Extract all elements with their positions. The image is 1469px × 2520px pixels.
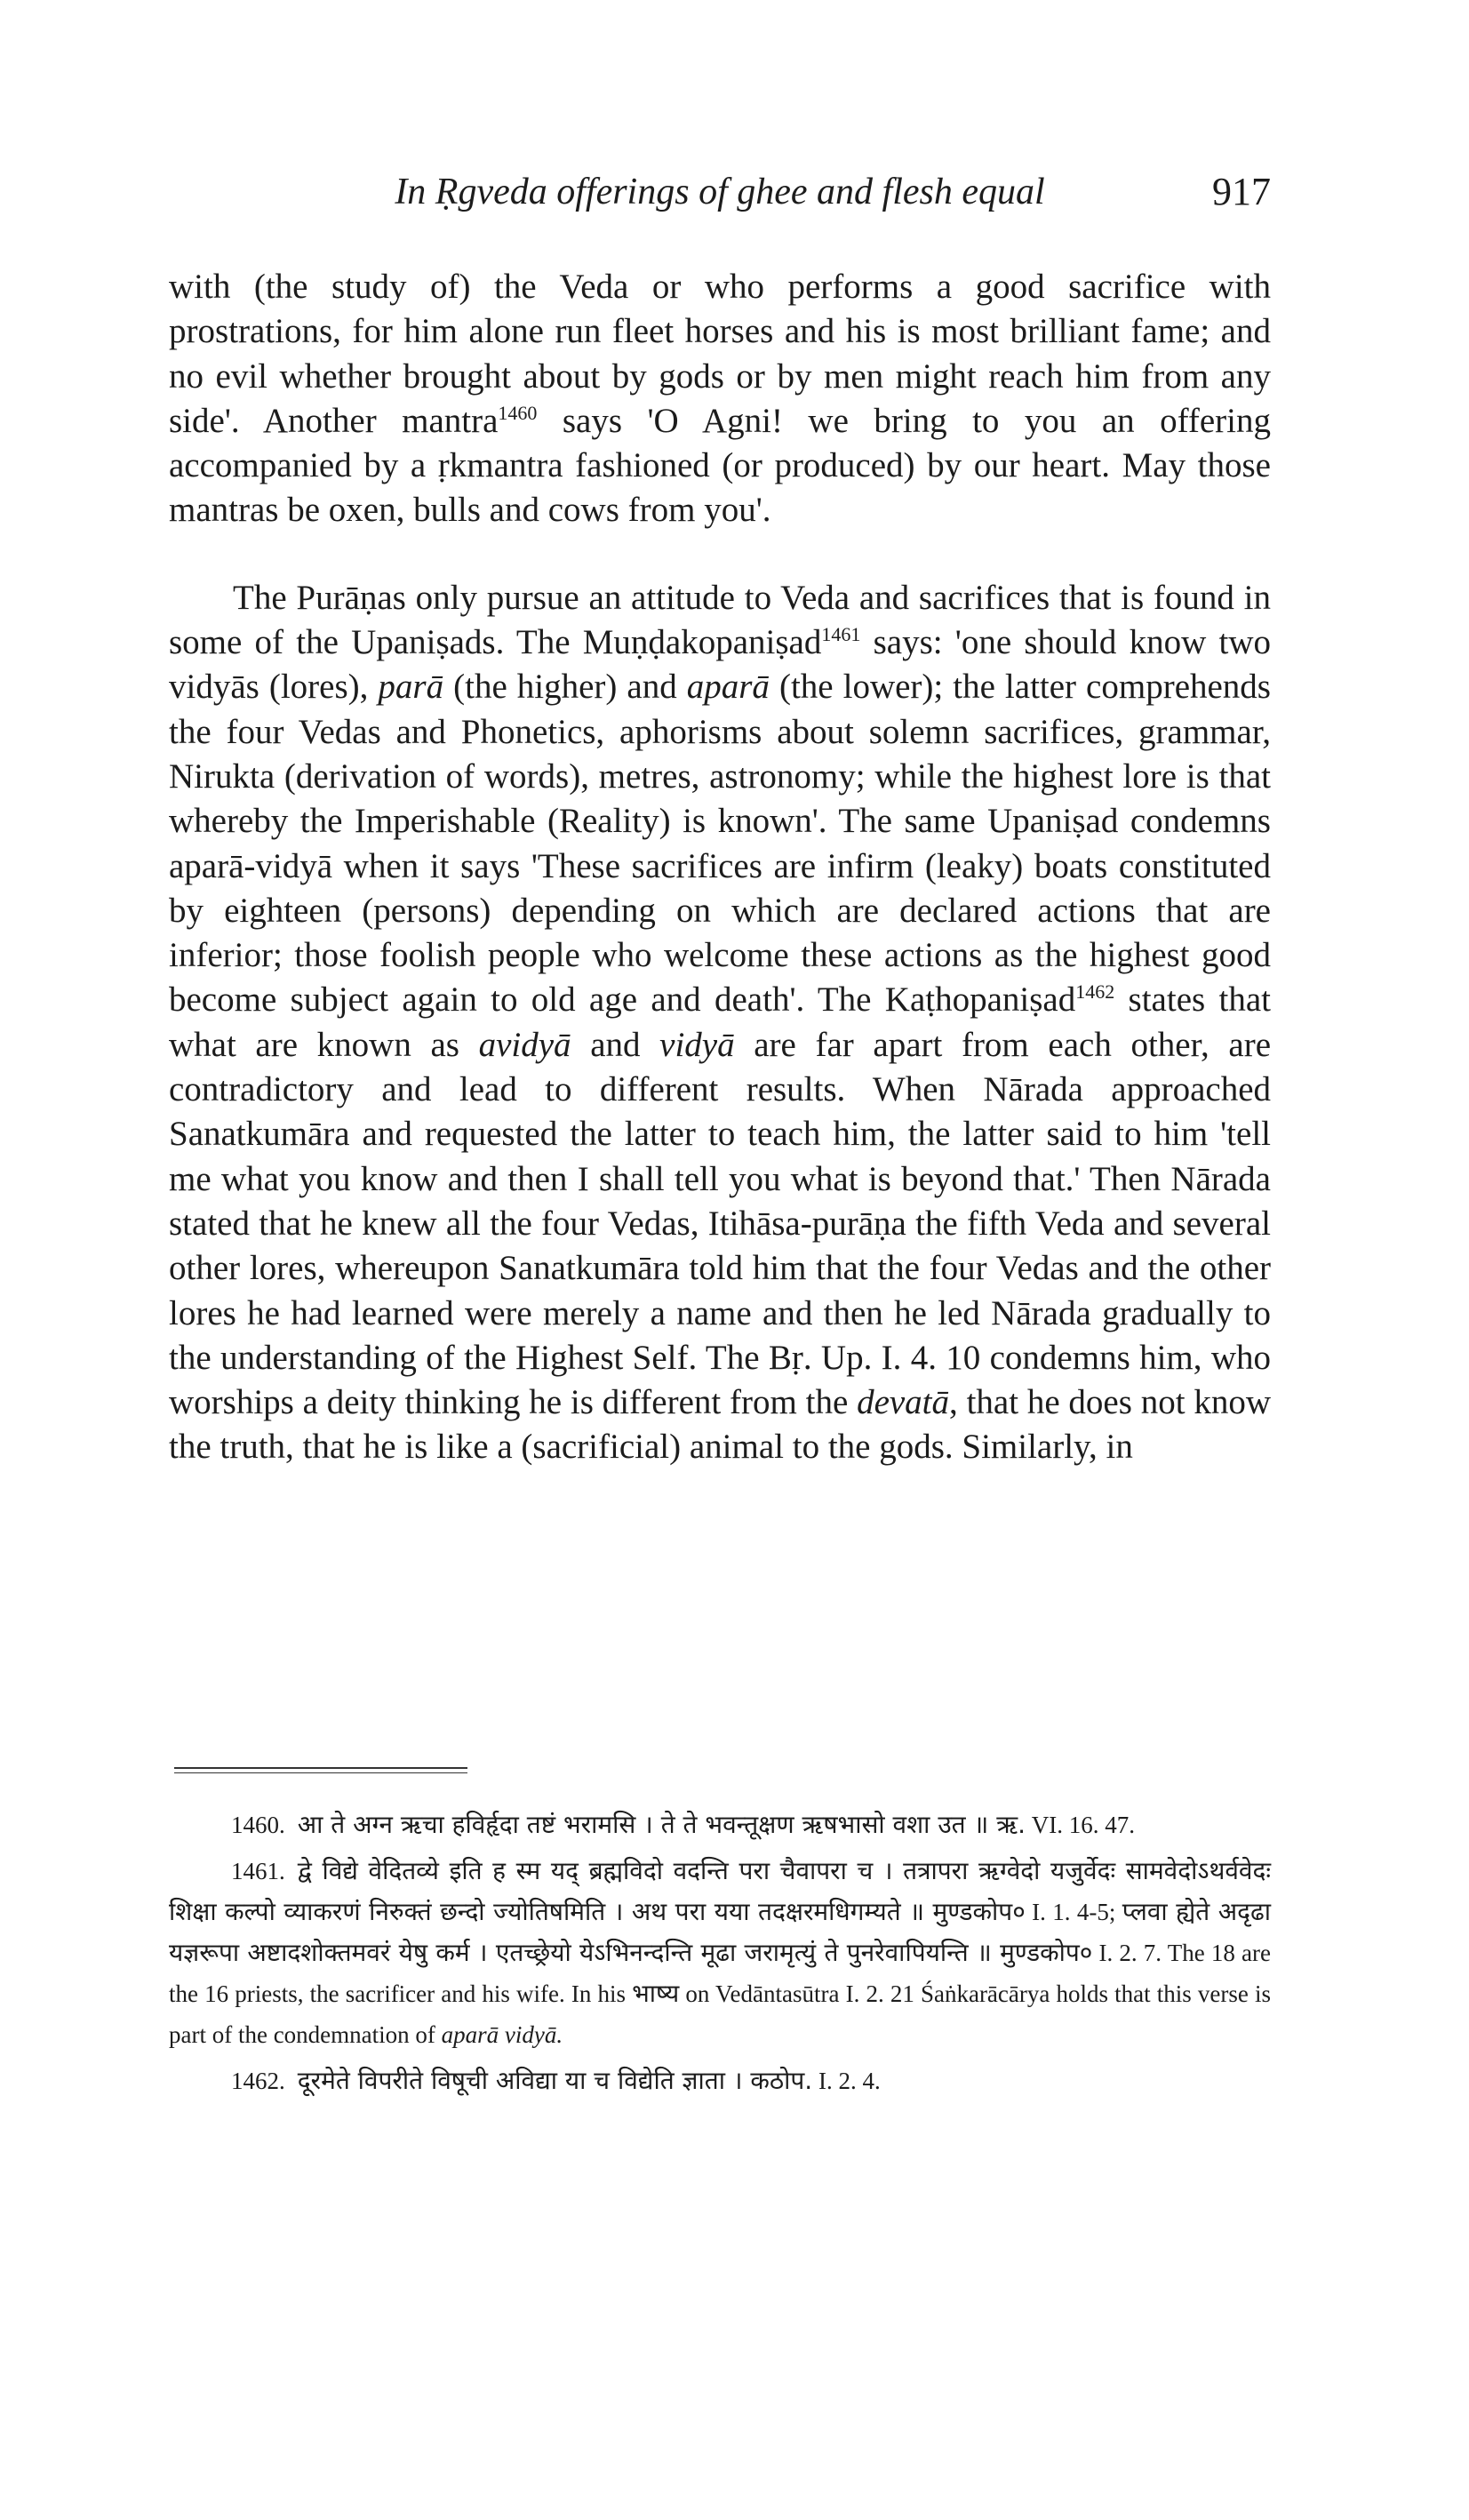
- paragraph: [169, 576, 1271, 1470]
- sanskrit-text: आ ते अग्न ऋचा हविर्हृदा तष्टं भरामसि । ते ते भवन्तूक्षण ऋषभासो वशा उत ॥: [297, 1810, 997, 1839]
- footnote-number: 1461.: [231, 1858, 285, 1884]
- footnotes: [169, 1804, 1271, 2101]
- paragraph: [169, 265, 1271, 533]
- footnote: [169, 1804, 1271, 1845]
- sanskrit-text: द्वे विद्ये वेदितव्ये इति ह स्म यद् ब्रह्मविदो वदन्ति परा चैवापरा च । तत्रापरा ऋग्वेदो यजुर्वेदः सामवेदोऽथर्ववेदः शिक्षा कल्पो व्याकरणं निरुक्तं छन्दो ज्योतिषमिति । अथ परा यया तदक्षरमधिगम्यते ॥ मुण्डकोप०: [169, 1856, 1271, 1926]
- footnote: [169, 1851, 1271, 2055]
- page-number: 917: [1212, 170, 1271, 213]
- text-run: and: [571, 1025, 660, 1064]
- text-run: The Purāṇas only pursue an attitude to Veda and sacrifices that is found in some of the Upaniṣads. The Muṇḍakopaniṣad: [169, 578, 1271, 662]
- footnote-reference: 1460: [498, 401, 538, 424]
- footnote: [169, 2060, 1271, 2101]
- text-run: , that he does not know the truth, that he is like a (sacrificial) animal to the gods. Similarly, in: [169, 1383, 1271, 1467]
- sanskrit-text: ऋ.: [996, 1810, 1026, 1839]
- text-run: I. 1. 4-5;: [1025, 1899, 1122, 1925]
- text-run: are far apart from each other, are contradictory and lead to different results. When Nārada approached Sanatkumāra and requested the latter to teach him, the latter said to him 'tell me what you know and then I shall tell you what is beyond that.' Then Nārada stated that he knew all the four Vedas, Itihāsa-purāṇa the fifth Veda and several other lores, whereupon Sanatkumāra told him that the four Vedas and the other lores he had learned were merely a name and then he led Nārada gradually to the understanding of the Highest Self. The Bṛ. Up. I. 4. 10 condemns him, who worships a deity thinking he is different from the: [169, 1025, 1272, 1422]
- text-run: on Vedāntasūtra I. 2. 21 Śaṅkarācārya holds that this verse is part of the condemnation of: [169, 1980, 1271, 2048]
- footnote-number: 1460.: [231, 1812, 285, 1838]
- running-head: In Ṛgveda offerings of ghee and flesh equal: [395, 172, 1045, 212]
- sanskrit-text: दूरमेते विपरीते विषूची अविद्या या च विद्येति ज्ञाता । कठोप.: [297, 2066, 813, 2095]
- text-run: I. 2. 7. The 18 are the 16 priests, the sacrificer and his wife. In his: [169, 1940, 1271, 2007]
- body-text: [169, 265, 1271, 1470]
- sanskrit-text: प्लवा ह्येते अदृढा यज्ञरूपा अष्टादशोक्तमवरं येषु कर्म । एतच्छ्रेयो येऽभिनन्दन्ति मूढा जरामृत्युं ते पुनरेवापियन्ति ॥ मुण्डकोप०: [169, 1897, 1272, 1967]
- sanskrit-text: भाष्य: [632, 1979, 680, 2008]
- italic-term: aparā vidyā.: [441, 2021, 563, 2048]
- text-run: (the higher) and: [443, 668, 687, 707]
- text-run: says: 'one should know two vidyās (lores),: [169, 623, 1271, 707]
- text-run: (the lower); the latter comprehends the four Vedas and Phonetics, aphorisms about solemn sacrifices, grammar, Nirukta (derivation of words), metres, astronomy; while the highest lore is that whereby the Imperishable (Reality) is known'. The same Upaniṣad condemns aparā-vidyā when it says 'These sacrifices are infirm (leaky) boats constituted by eighteen (persons) depending on which are declared actions that are inferior; those foolish people who welcome these actions as the highest good become subject again to old age and death'. The Kaṭhopaniṣad: [169, 668, 1271, 1020]
- text-run: I. 2. 4.: [812, 2068, 881, 2094]
- italic-term: parā: [378, 668, 444, 707]
- italic-term: vidyā: [659, 1025, 735, 1064]
- text-run: VI. 16. 47.: [1026, 1812, 1135, 1838]
- text-run: says 'O Agni! we bring to you an offering accompanied by a ṛkmantra fashioned (or produced) by our heart. May those mantras be oxen, bulls and cows from you'.: [169, 401, 1271, 530]
- text-run: with (the study of) the Veda or who performs a good sacrifice with prostrations, for him alone run fleet horses and his is most brilliant fame; and no evil whether brought about by gods or by men might reach him from any side'. Another mantra: [169, 268, 1271, 440]
- footnote-rule: [174, 1767, 467, 1773]
- footnote-reference: 1462: [1075, 980, 1115, 1004]
- footnote-number: 1462.: [231, 2068, 285, 2094]
- text-run: states that what are known as: [169, 980, 1271, 1064]
- footnote-reference: 1461: [821, 623, 861, 646]
- italic-term: avidyā: [478, 1025, 571, 1064]
- italic-term: aparā: [686, 668, 770, 707]
- italic-term: devatā: [857, 1383, 950, 1422]
- page-header: [169, 169, 1271, 222]
